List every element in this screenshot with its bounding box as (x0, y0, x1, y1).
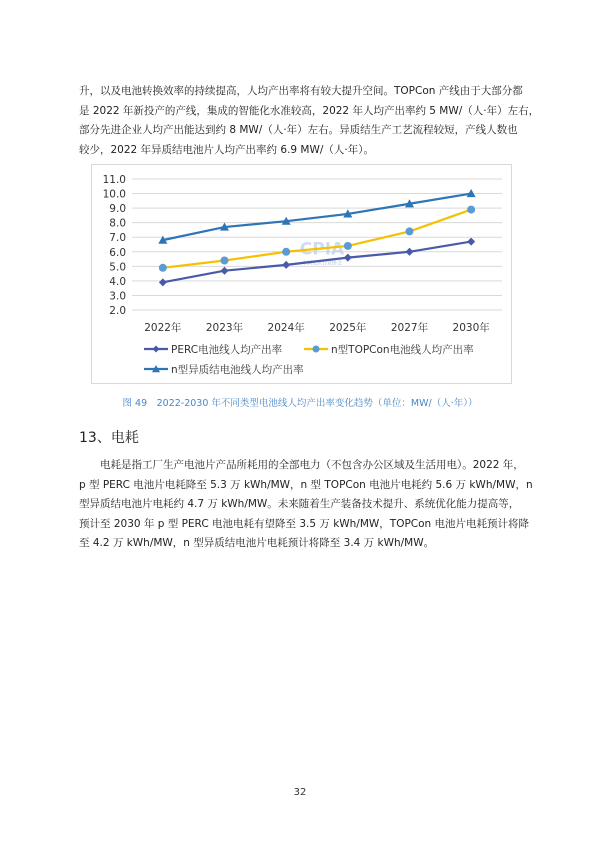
y-tick-label: 4.0 (109, 275, 126, 288)
data-point (221, 257, 229, 265)
data-point (344, 254, 352, 262)
x-tick-label: 2030年 (452, 322, 490, 334)
data-point (406, 227, 414, 235)
y-tick-label: 6.0 (109, 246, 126, 259)
line-chart (91, 164, 512, 384)
y-tick-label: 5.0 (109, 261, 126, 274)
data-point (282, 248, 290, 256)
data-point (221, 267, 229, 275)
section-line: 至 4.2 万 kWh/MW，n 型异质结电池片电耗预计将降至 3.4 万 kWh/MW。 (79, 537, 435, 549)
y-tick-label: 8.0 (109, 217, 126, 230)
intro-line: 升，以及电池转换效率的持续提高，人均产出率将有较大提升空间。TOPCon 产线由于大部分都 (79, 85, 523, 97)
section-line: 预计至 2030 年 p 型 PERC 电池电耗有望降至 3.5 万 kWh/MW，TOPCon 电池片电耗预计将降 (79, 517, 530, 530)
y-tick-label: 7.0 (109, 232, 126, 245)
page-number: 32 (293, 787, 307, 798)
y-tick-label: 2.0 (109, 305, 126, 317)
data-point (159, 264, 167, 272)
x-tick-label: 2024年 (267, 322, 305, 334)
y-tick-label: 11.0 (102, 174, 126, 186)
figure-caption: 图 49 2022-2030 年不同类型电池线人均产出率变化趋势（单位：MW/（人·年）） (122, 398, 478, 409)
section-heading: 13、电耗 (79, 430, 139, 446)
intro-line: 部分先进企业人均产出能达到约 8 MW/（人·年）左右。异质结生产工艺流程较短，产线人数也 (79, 124, 518, 136)
legend-label: n型TOPCon电池线人均产出率 (331, 344, 474, 356)
legend-label: PERC电池线人均产出率 (171, 344, 283, 356)
legend-swatch-marker (153, 346, 160, 353)
intro-paragraph (79, 82, 540, 160)
section-line: 电耗是指工厂生产电池片产品所耗用的全部电力（不包含办公区域及生活用电）。2022 年， (100, 459, 524, 471)
data-point (406, 248, 414, 256)
y-tick-label: 3.0 (109, 290, 126, 303)
intro-line: 较少，2022 年异质结电池片人均产出率约 6.9 MW/（人·年）。 (79, 143, 374, 156)
data-point (159, 278, 167, 286)
legend-label: n型异质结电池线人均产出率 (171, 364, 304, 376)
section-line: p 型 PERC 电池片电耗降至 5.3 万 kWh/MW，n 型 TOPCon 电池片电耗约 5.6 万 kWh/MW，n (79, 478, 533, 491)
data-point (282, 261, 290, 269)
data-point (467, 206, 475, 214)
intro-line: 是 2022 年新投产的产线，集成的智能化水准较高，2022 年人均产出率约 5 MW/（人·年）左右， (79, 104, 540, 117)
y-tick-label: 9.0 (109, 203, 126, 216)
section-paragraph (79, 456, 533, 554)
x-tick-label: 2025年 (329, 322, 367, 334)
chart-canvas (92, 165, 511, 383)
watermark-logo: CPIA (299, 239, 345, 260)
data-point (344, 242, 352, 250)
section-line: 型异质结电池片电耗约 4.7 万 kWh/MW。未来随着生产装备技术提升、系统优化能力提高等， (79, 498, 520, 510)
y-tick-label: 10.0 (102, 188, 126, 201)
data-point (467, 238, 475, 246)
watermark-text: 中国光伏行业协会 (301, 260, 343, 267)
series-line (163, 194, 471, 241)
x-tick-label: 2027年 (390, 322, 429, 334)
legend-swatch-marker (313, 346, 320, 353)
x-tick-label: 2023年 (205, 322, 244, 334)
x-tick-label: 2022年 (144, 322, 182, 334)
